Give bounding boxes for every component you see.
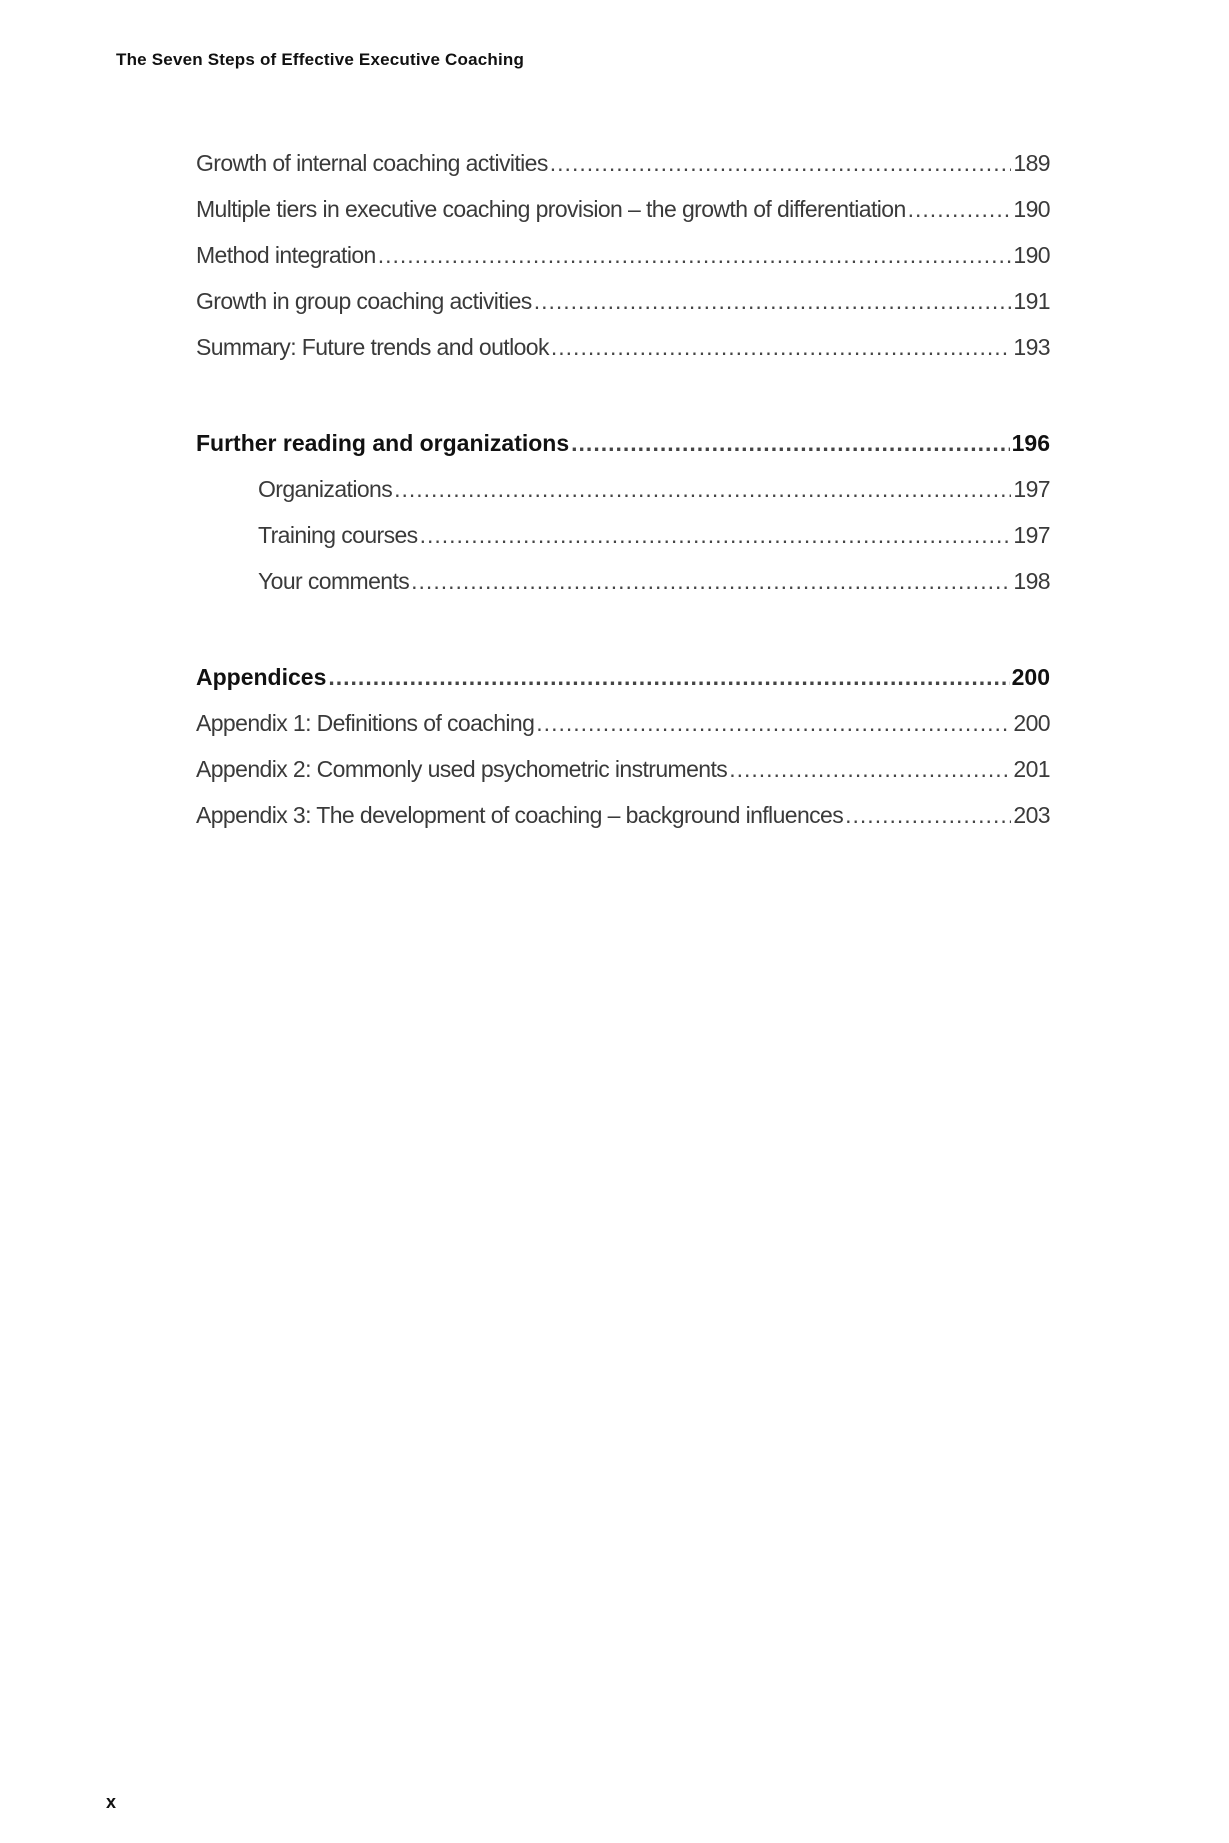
dot-leader [534,288,1012,315]
toc-entry [196,522,1050,568]
toc-entry [196,288,1050,334]
toc-entry [196,476,1050,522]
toc-entry [196,196,1050,242]
dot-leader [729,756,1011,783]
toc-section-page: 196 [1011,430,1050,456]
toc-entry-title: Appendix 1: Definitions of coaching [196,710,535,736]
toc-section-title: Appendices [196,664,327,690]
toc-entry-page: 198 [1013,568,1050,594]
dot-leader [845,802,1011,829]
table-of-contents [196,150,1050,848]
toc-entry-title: Appendix 3: The development of coaching – background influences [196,802,844,828]
toc-entry-title: Your comments [258,568,410,594]
toc-entry-title: Multiple tiers in executive coaching provision – the growth of differentiation [196,196,906,222]
dot-leader [571,430,1009,457]
toc-entry [196,710,1050,756]
toc-entry-page: 203 [1013,802,1050,828]
section-gap [196,614,1050,664]
toc-entry-page: 190 [1013,196,1050,222]
dot-leader [908,196,1012,223]
toc-entry [196,756,1050,802]
toc-entry-title: Training courses [258,522,418,548]
toc-section-title: Further reading and organizations [196,430,570,456]
toc-section-appendices [196,664,1050,710]
dot-leader [420,522,1012,549]
page-folio: x [106,1792,117,1812]
dot-leader [394,476,1011,503]
toc-entry [196,334,1050,380]
toc-entry [196,568,1050,614]
toc-entry-page: 201 [1013,756,1050,782]
running-head: The Seven Steps of Effective Executive Coaching [116,50,525,69]
toc-section-page: 200 [1011,664,1050,690]
toc-entry-page: 190 [1013,242,1050,268]
toc-entry-page: 197 [1013,476,1050,502]
toc-entry-title: Growth of internal coaching activities [196,150,548,176]
toc-entry-page: 193 [1013,334,1050,360]
dot-leader [536,710,1011,737]
toc-entry-title: Organizations [258,476,393,502]
toc-entry-title: Method integration [196,242,376,268]
toc-entry [196,242,1050,288]
dot-leader [328,664,1009,691]
dot-leader [551,334,1012,361]
dot-leader [378,242,1012,269]
toc-entry-title: Appendix 2: Commonly used psychometric instruments [196,756,728,782]
section-gap [196,380,1050,430]
toc-entry-page: 197 [1013,522,1050,548]
toc-entry-page: 200 [1013,710,1050,736]
toc-entry-title: Growth in group coaching activities [196,288,532,314]
toc-entry [196,150,1050,196]
dot-leader [550,150,1012,177]
toc-entry-title: Summary: Future trends and outlook [196,334,549,360]
toc-entry-page: 191 [1013,288,1050,314]
toc-entry-page: 189 [1013,150,1050,176]
dot-leader [411,568,1011,595]
toc-entry [196,802,1050,848]
toc-section-further-reading [196,430,1050,476]
